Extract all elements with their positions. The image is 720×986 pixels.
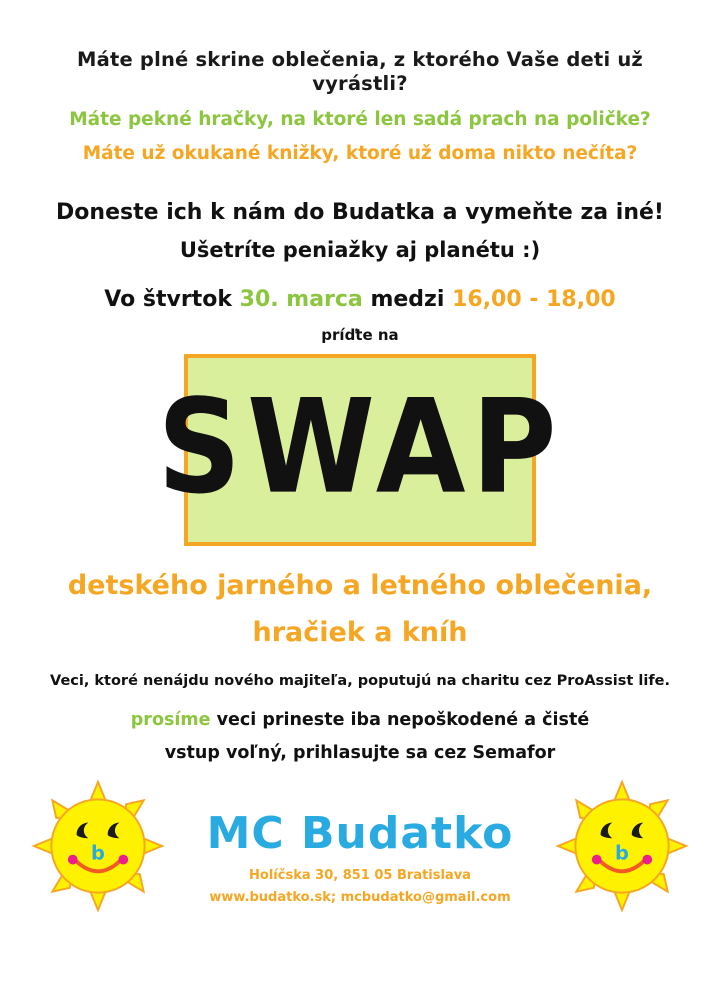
- categories-line2: hračiek a kníh: [252, 616, 468, 648]
- rules-prosime: prosíme: [130, 710, 211, 731]
- pridte-label: príďte na: [321, 326, 399, 345]
- date-value: 30. marca: [239, 286, 363, 312]
- poster: [0, 48, 720, 986]
- call-to-action-block: [28, 199, 692, 264]
- categories-line1: detského jarného a letného oblečenia,: [67, 570, 653, 602]
- question-books: Máte už okukané knižky, ktoré už doma nikto nečíta?: [82, 142, 638, 164]
- event-date-line: [28, 286, 692, 315]
- date-middle: medzi: [370, 286, 445, 312]
- sun-icon-right: [554, 778, 690, 914]
- svg-text:b: b: [91, 841, 105, 865]
- question-clothes: Máte plné skrine oblečenia, z ktorého Vaše deti už vyrástli?: [77, 48, 643, 96]
- contact-line[interactable]: www.budatko.sk; mcbudatko@gmail.com: [209, 889, 511, 905]
- question-toys: Máte pekné hračky, na ktoré len sadá prach na poličke?: [69, 108, 651, 130]
- svg-text:b: b: [615, 841, 629, 865]
- rules-line1: [28, 709, 692, 733]
- time-value: 16,00 - 18,00: [452, 286, 616, 312]
- address-line: Holíčska 30, 851 05 Bratislava: [249, 867, 471, 883]
- swap-title: SWAP: [157, 372, 563, 524]
- swap-banner: [157, 354, 563, 546]
- rules-line1-rest: veci prineste iba nepoškodené a čisté: [216, 710, 590, 731]
- brand-title: MC Budatko: [206, 807, 514, 859]
- categories-block: [28, 568, 692, 651]
- charity-note: Veci, ktoré nenájdu nového majiteľa, poputujú na charitu cez ProAssist life.: [50, 673, 670, 690]
- footer: [28, 772, 692, 932]
- rules-block: [28, 709, 692, 765]
- call-to-action-line2: Ušetríte peniažky aj planétu :): [179, 237, 541, 262]
- date-prefix: Vo štvrtok: [104, 286, 232, 312]
- rules-line2: vstup voľný, prihlasujte sa cez Semafor: [164, 742, 556, 763]
- call-to-action-line1: Doneste ich k nám do Budatka a vymeňte za iné!: [56, 200, 664, 225]
- questions-block: [28, 48, 692, 165]
